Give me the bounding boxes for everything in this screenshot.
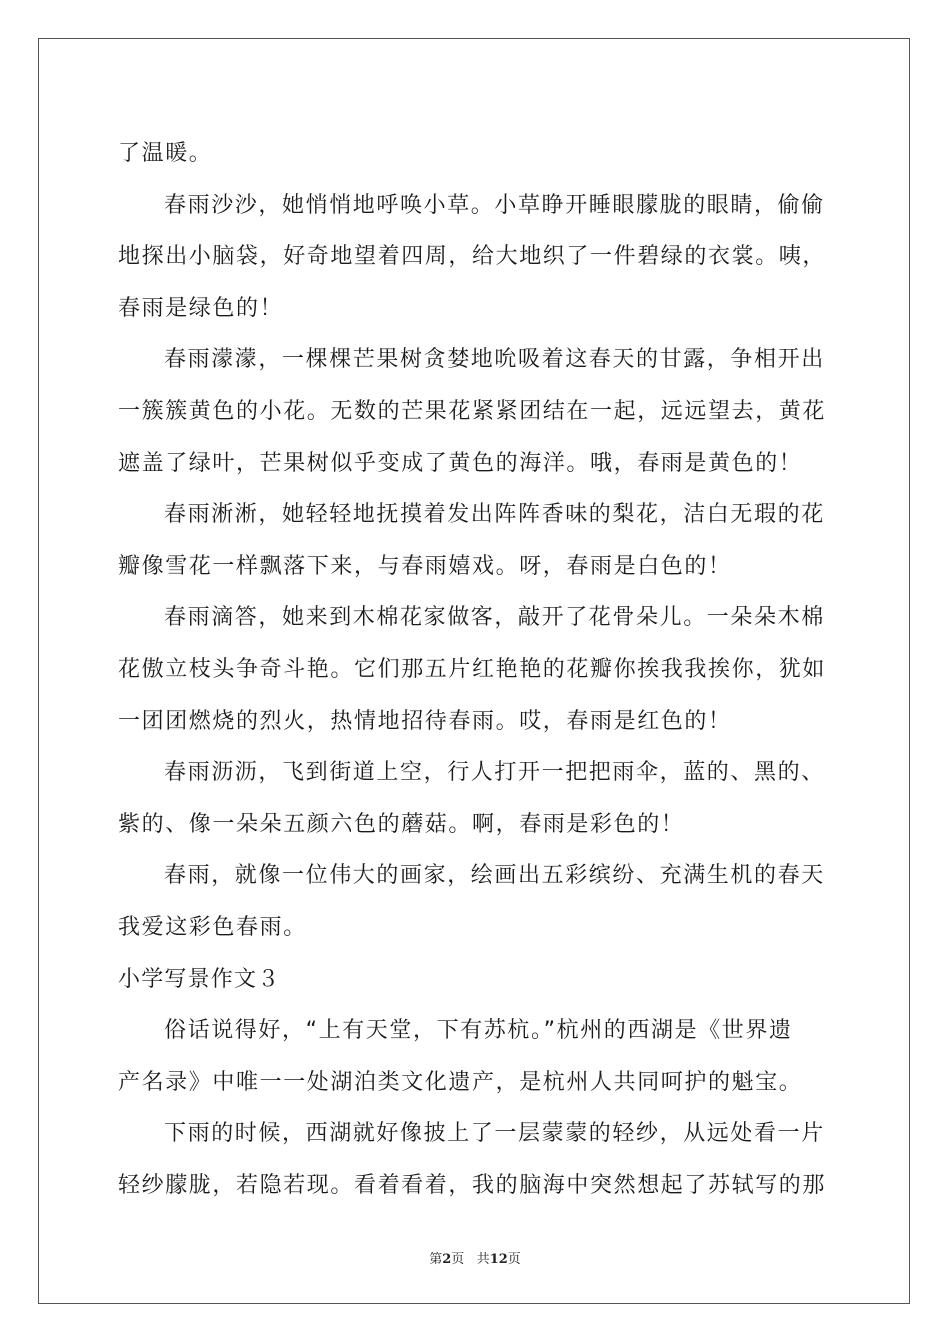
paragraph-line: 春雨，就像一位伟大的画家，绘画出五彩缤纷、充满生机的春天 [164, 863, 825, 889]
text-line: 花傲立枝头争奇斗艳。它们那五片红艳艳的花瓣你挨我我挨你，犹如 [118, 656, 827, 682]
text-line: 紫的、像一朵朵五颜六色的蘑菇。啊，春雨是彩色的！ [118, 811, 685, 837]
paragraph-line: 春雨沙沙，她悄悄地呼唤小草。小草睁开睡眼朦胧的眼睛，偷偷 [164, 192, 825, 218]
section-heading: 小学写景作文３ [118, 966, 281, 992]
text-line: 产名录》中唯一一处湖泊类文化遗产，是杭州人共同呵护的魁宝。 [118, 1069, 803, 1095]
text-line: 瓣像雪花一样飘落下来，与春雨嬉戏。呀，春雨是白色的！ [118, 553, 732, 579]
page-label-suffix: 页 [451, 1252, 465, 1267]
text-line: 了温暖。 [118, 141, 213, 166]
paragraph-line: 春雨濛濛，一棵棵芒果树贪婪地吮吸着这春天的甘露，争相开出 [164, 347, 825, 373]
paragraph-line: 春雨滴答，她来到木棉花家做客，敲开了花骨朵儿。一朵朵木棉 [164, 605, 825, 631]
paragraph-line: 俗话说得好，“上有天堂，下有苏杭。”杭州的西湖是《世界遗 [164, 1018, 793, 1044]
total-label-prefix: 共 [476, 1252, 490, 1267]
text-line: 轻纱朦胧，若隐若现。看着看着，我的脑海中突然想起了苏轼写的那 [118, 1172, 827, 1198]
total-label-suffix: 页 [507, 1252, 521, 1267]
total-pages-number: 12 [489, 1252, 508, 1267]
current-page-number: 2 [442, 1252, 452, 1267]
document-body [118, 128, 838, 1211]
paragraph-line: 春雨沥沥，飞到街道上空，行人打开一把把雨伞，蓝的、黑的、 [164, 760, 825, 786]
text-line: 一团团燃烧的烈火，热情地招待春雨。哎，春雨是红色的！ [118, 708, 732, 734]
text-line: 一簇簇黄色的小花。无数的芒果花紧紧团结在一起，远远望去，黄花 [118, 398, 827, 424]
page-label-prefix: 第 [429, 1252, 443, 1267]
page-footer [0, 1248, 950, 1267]
text-line: 春雨是绿色的！ [118, 295, 284, 321]
footer-gap [464, 1252, 476, 1267]
text-line: 遮盖了绿叶，芒果树似乎变成了黄色的海洋。哦，春雨是黄色的！ [118, 450, 803, 476]
text-line: 我爱这彩色春雨。 [118, 914, 307, 940]
paragraph-line: 下雨的时候，西湖就好像披上了一层蒙蒙的轻纱，从远处看一片 [164, 1121, 825, 1147]
text-line: 地探出小脑袋，好奇地望着四周，给大地织了一件碧绿的衣裳。咦， [118, 244, 827, 270]
paragraph-line: 春雨淅淅，她轻轻地抚摸着发出阵阵香味的梨花，洁白无瑕的花 [164, 502, 825, 528]
